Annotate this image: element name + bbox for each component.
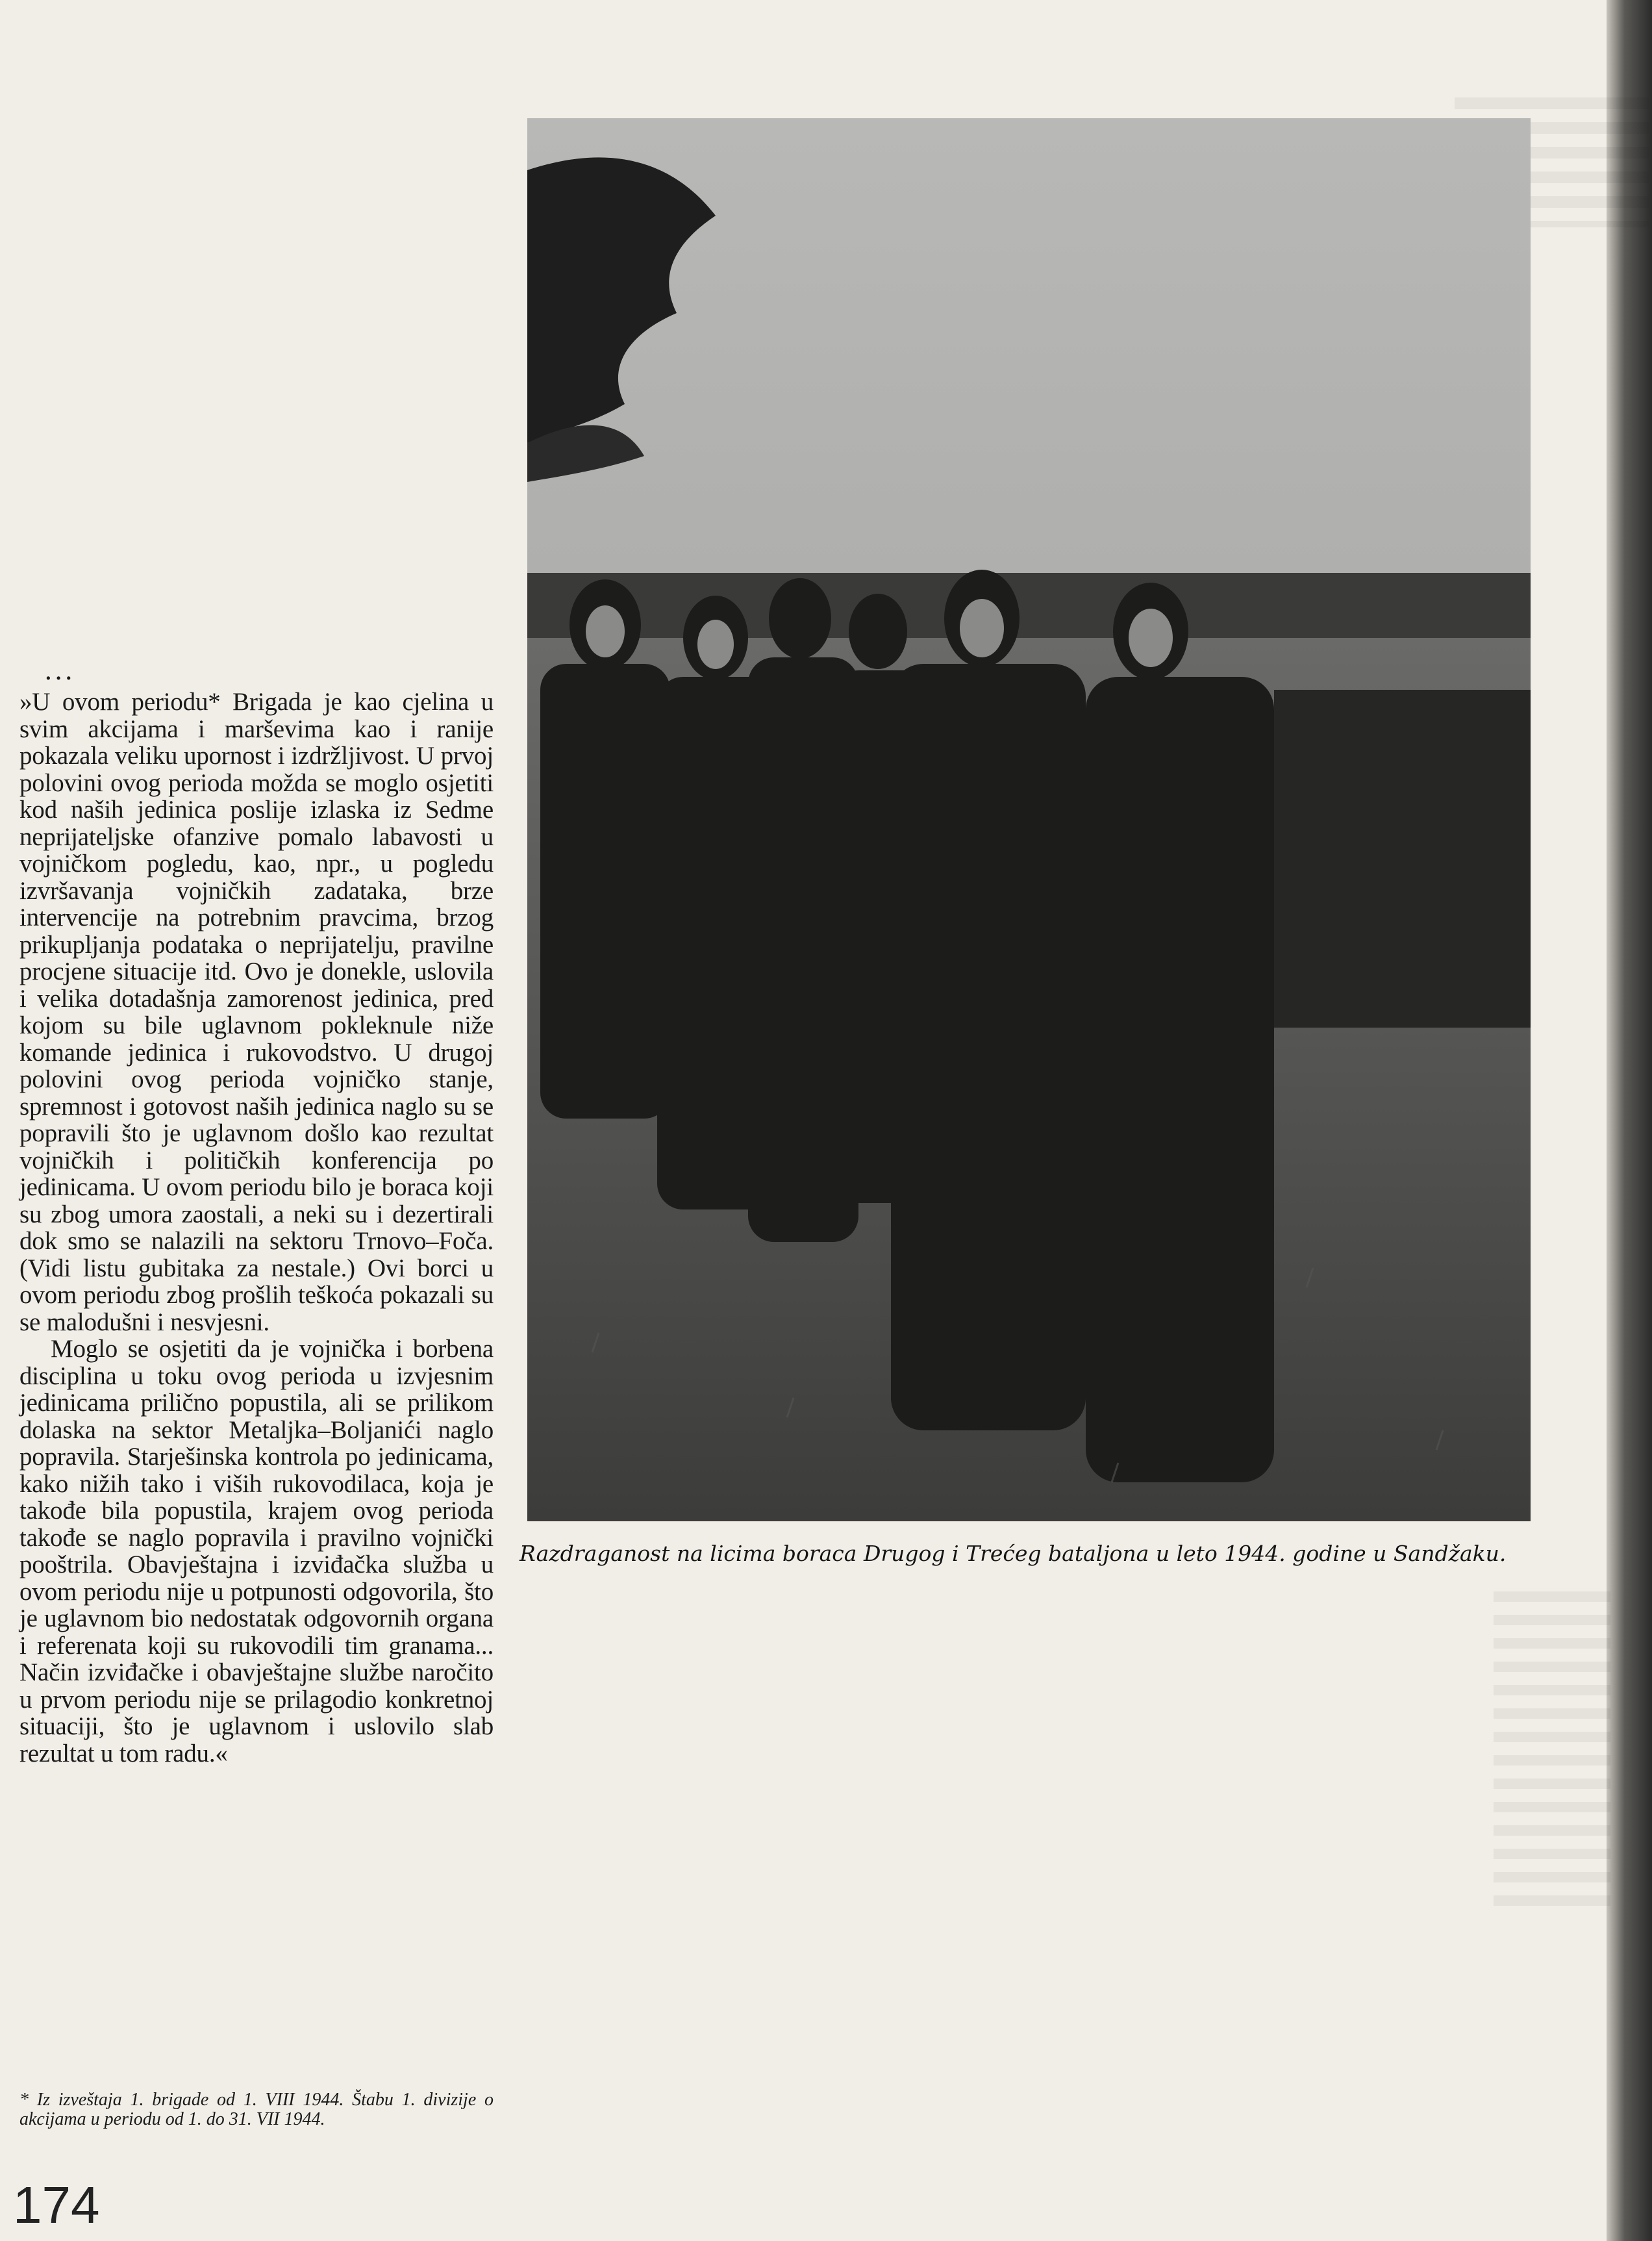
text-ellipsis: ... (44, 656, 75, 686)
body-text-column (19, 689, 494, 1767)
page-number: 174 (13, 2176, 100, 2234)
photo-illustration (527, 118, 1531, 1521)
historical-photograph (527, 118, 1531, 1521)
body-paragraph-1: »U ovom periodu* Brigada je kao cjelina u svim akcijama i marševima kao i ranije pokazala veliku upornost i izdržljivost. U prvoj polovini ovog perioda možda se moglo osjetiti kod naših jedinica poslije izlaska iz Sedme neprijateljske ofanzive pomalo labavosti u vojničkom pogledu, kao, npr., u pogledu izvršavanja vojničkih zadataka, brze intervencije na potrebnim pravcima, brzog prikupljanja podataka o neprijatelju, pravilne procjene situacije itd. Ovo je donekle, uslovila i velika dotadašnja zamorenost jedinica, pred kojom su bile uglavnom pokleknule niže komande jedinica i rukovodstvo. U drugoj polovini ovog perioda vojničko stanje, spremnost i gotovost naših jedinica naglo su se popravili što je uglavnom došlo kao rezultat vojničkih i političkih konferencija po jedinicama. U ovom periodu bilo je boraca koji su zbog umora zaostali, a neki su i dezertirali dok smo se nalazili na sektoru Trnovo–Foča. (Vidi listu gubitaka za nestale.) Ovi borci u ovom periodu zbog prošlih teškoća pokazali su se malodušni i nesvjesni. (19, 688, 494, 1336)
footnote: * Iz izveštaja 1. brigade od 1. VIII 1944. Štabu 1. divizije o akcijama u periodu od 1. do 31. VII 1944. (19, 2090, 494, 2129)
body-paragraph-2: Moglo se osjetiti da je vojnička i borbena disciplina u toku ovog perioda u izvjesnim jedinicama prilično popustila, ali se prilikom dolaska na sektor Metaljka–Boljanići naglo popravila. Starješinska kontrola po jedinicama, kako nižih tako i viših rukovodilaca, koja je takođe bila popustila, krajem ovog perioda takođe se naglo popravila i pravilno vojnički pooštrila. Obavještajna i izviđačka služba u ovom periodu nije u potpunosti odgovorila, što je uglavnom bio nedostatak odgovornih organa i referenata koji su rukovodili tim granama... Način izviđačke i obavještajne službe naročito u prvom periodu nije se prilagodio konkretnoj situaciji, što je uglavnom i uslovilo slab rezultat u tom radu.« (19, 1335, 494, 1767)
photo-caption: Razdraganost na licima boraca Drugog i Trećeg bataljona u leto 1944. godine u Sandžaku. (519, 1541, 1507, 1566)
page-binding-shadow (1607, 0, 1652, 2241)
show-through-text-right (1494, 1591, 1610, 1916)
